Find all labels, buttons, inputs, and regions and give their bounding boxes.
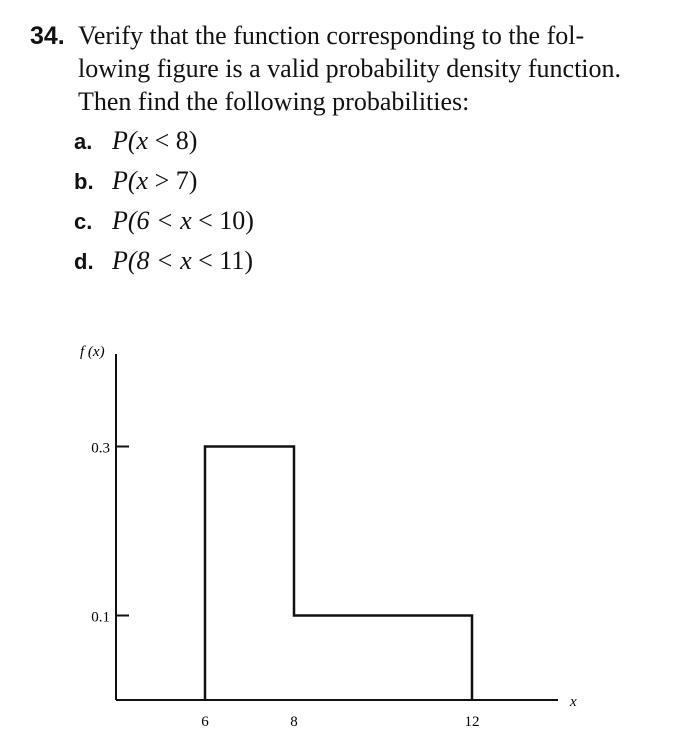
x-tick-label: 12 — [464, 714, 480, 730]
expr-post: < 10) — [191, 206, 254, 235]
part-label: d. — [74, 249, 94, 274]
expr-post: < 11) — [191, 246, 253, 275]
expr-pre: P( — [112, 166, 137, 195]
density-curve — [205, 447, 472, 701]
part-label: b. — [74, 169, 94, 194]
expr-pre: P(6 < — [112, 206, 181, 235]
expr-var: x — [180, 206, 192, 235]
expr-post: > 7) — [148, 166, 198, 195]
y-ticks — [91, 441, 129, 626]
stem-line: Verify that the function corresponding to the fol- — [78, 21, 585, 50]
y-tick-label: 0.1 — [91, 609, 110, 626]
stem-line: Then find the following probabilities: — [78, 87, 470, 116]
y-axis-label: f (x) — [80, 344, 105, 360]
x-tick-label: 8 — [290, 714, 298, 730]
part-label: a. — [74, 129, 93, 154]
y-tick-label: 0.3 — [91, 440, 110, 457]
stem-line: lowing figure is a valid probability density function. — [78, 54, 622, 83]
expr-var: x — [136, 126, 149, 155]
x-axis-label: x — [570, 694, 577, 710]
expr-post: < 8) — [148, 126, 198, 155]
part-label: c. — [74, 209, 93, 234]
expr-pre: P(8 < — [112, 246, 181, 275]
expr-var: x — [136, 166, 149, 195]
x-ticks — [201, 714, 479, 730]
expr-pre: P( — [112, 126, 137, 155]
problem-number: 34. — [30, 22, 65, 50]
expr-var: x — [180, 246, 192, 275]
x-tick-label: 6 — [201, 714, 209, 730]
